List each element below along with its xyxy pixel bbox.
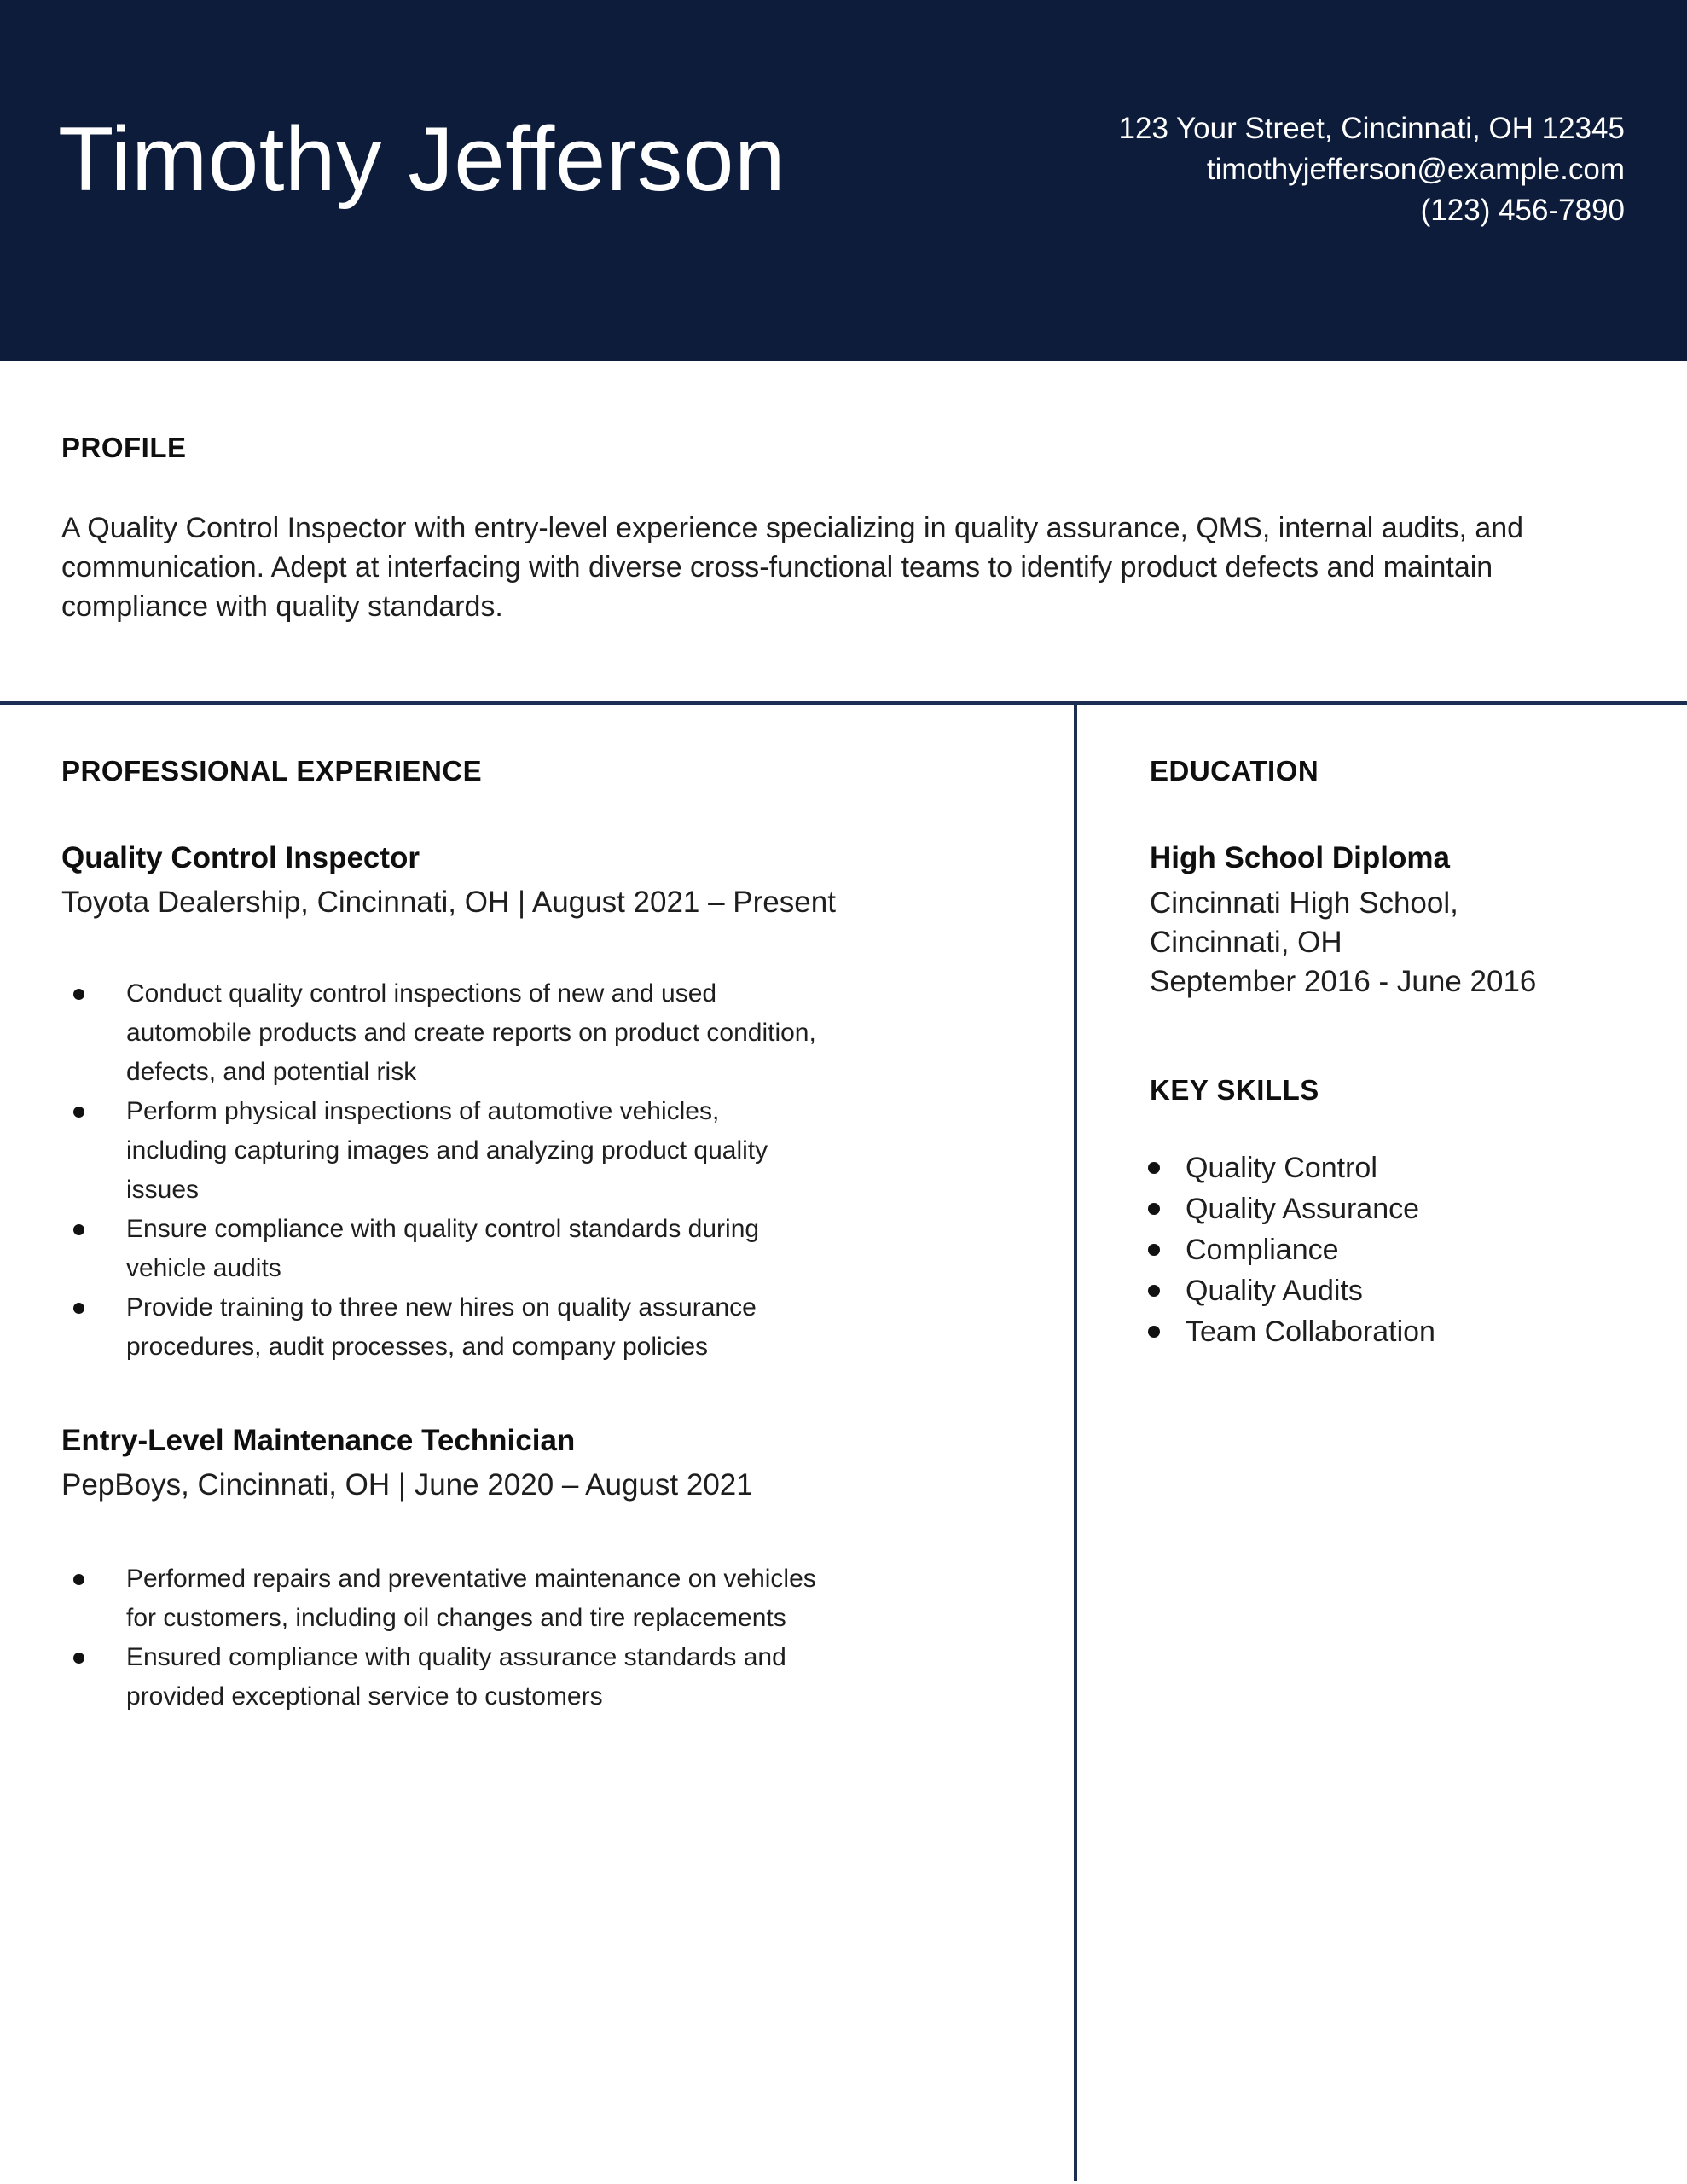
vertical-divider xyxy=(1074,705,1077,2181)
job-bullet-list xyxy=(61,1560,826,1716)
education-location: Cincinnati, OH xyxy=(1150,926,1342,959)
job-bullet: Ensured compliance with quality assurance standards and provided exceptional service to customers xyxy=(61,1638,826,1716)
skills-list xyxy=(1150,1147,1627,1352)
contact-phone: (123) 456-7890 xyxy=(1420,194,1625,227)
job-company-dates: Toyota Dealership, Cincinnati, OH | August 2021 – Present xyxy=(61,886,836,919)
job-bullet: Conduct quality control inspections of new and used automobile products and create reports on product condition, defects, and potential risk xyxy=(61,974,826,1092)
job-bullet: Perform physical inspections of automotive vehicles, including capturing images and analyzing product quality issues xyxy=(61,1092,826,1210)
job-title: Entry-Level Maintenance Technician xyxy=(61,1424,576,1457)
skill-item: Compliance xyxy=(1150,1229,1627,1270)
job-bullet: Performed repairs and preventative maintenance on vehicles for customers, including oil changes and tire replacements xyxy=(61,1560,826,1638)
job-title: Quality Control Inspector xyxy=(61,841,420,874)
skill-item: Quality Control xyxy=(1150,1147,1627,1188)
education-dates: September 2016 - June 2016 xyxy=(1150,965,1537,998)
job-company-dates: PepBoys, Cincinnati, OH | June 2020 – August 2021 xyxy=(61,1468,753,1502)
job-bullet: Provide training to three new hires on quality assurance procedures, audit processes, and company policies xyxy=(61,1288,826,1367)
contact-email: timothyjefferson@example.com xyxy=(1206,153,1625,186)
education-details xyxy=(1150,884,1627,1002)
horizontal-divider xyxy=(0,701,1687,705)
profile-summary: A Quality Control Inspector with entry-level experience specializing in quality assurance, QMS, internal audits, and communication. Adept at interfacing with diverse cross-functional teams to identify product defects and maintain compliance with quality standards. xyxy=(61,512,1524,623)
experience-column xyxy=(61,754,925,1716)
skills-heading: KEY SKILLS xyxy=(1150,1074,1319,1106)
skill-item: Quality Audits xyxy=(1150,1270,1627,1311)
profile-heading: PROFILE xyxy=(61,432,187,463)
contact-address: 123 Your Street, Cincinnati, OH 12345 xyxy=(1118,112,1625,145)
education-degree: High School Diploma xyxy=(1150,841,1450,874)
skill-item: Quality Assurance xyxy=(1150,1188,1627,1229)
contact-info xyxy=(1119,108,1625,231)
person-name: Timothy Jefferson xyxy=(58,107,786,210)
education-school: Cincinnati High School, xyxy=(1150,886,1458,920)
education-heading: EDUCATION xyxy=(1150,755,1319,787)
job-bullet: Ensure compliance with quality control standards during vehicle audits xyxy=(61,1210,826,1288)
job-bullet-list xyxy=(61,974,826,1367)
header-banner xyxy=(0,0,1687,361)
experience-heading: PROFESSIONAL EXPERIENCE xyxy=(61,755,483,787)
sidebar-column xyxy=(1150,754,1627,1352)
skill-item: Team Collaboration xyxy=(1150,1311,1627,1352)
